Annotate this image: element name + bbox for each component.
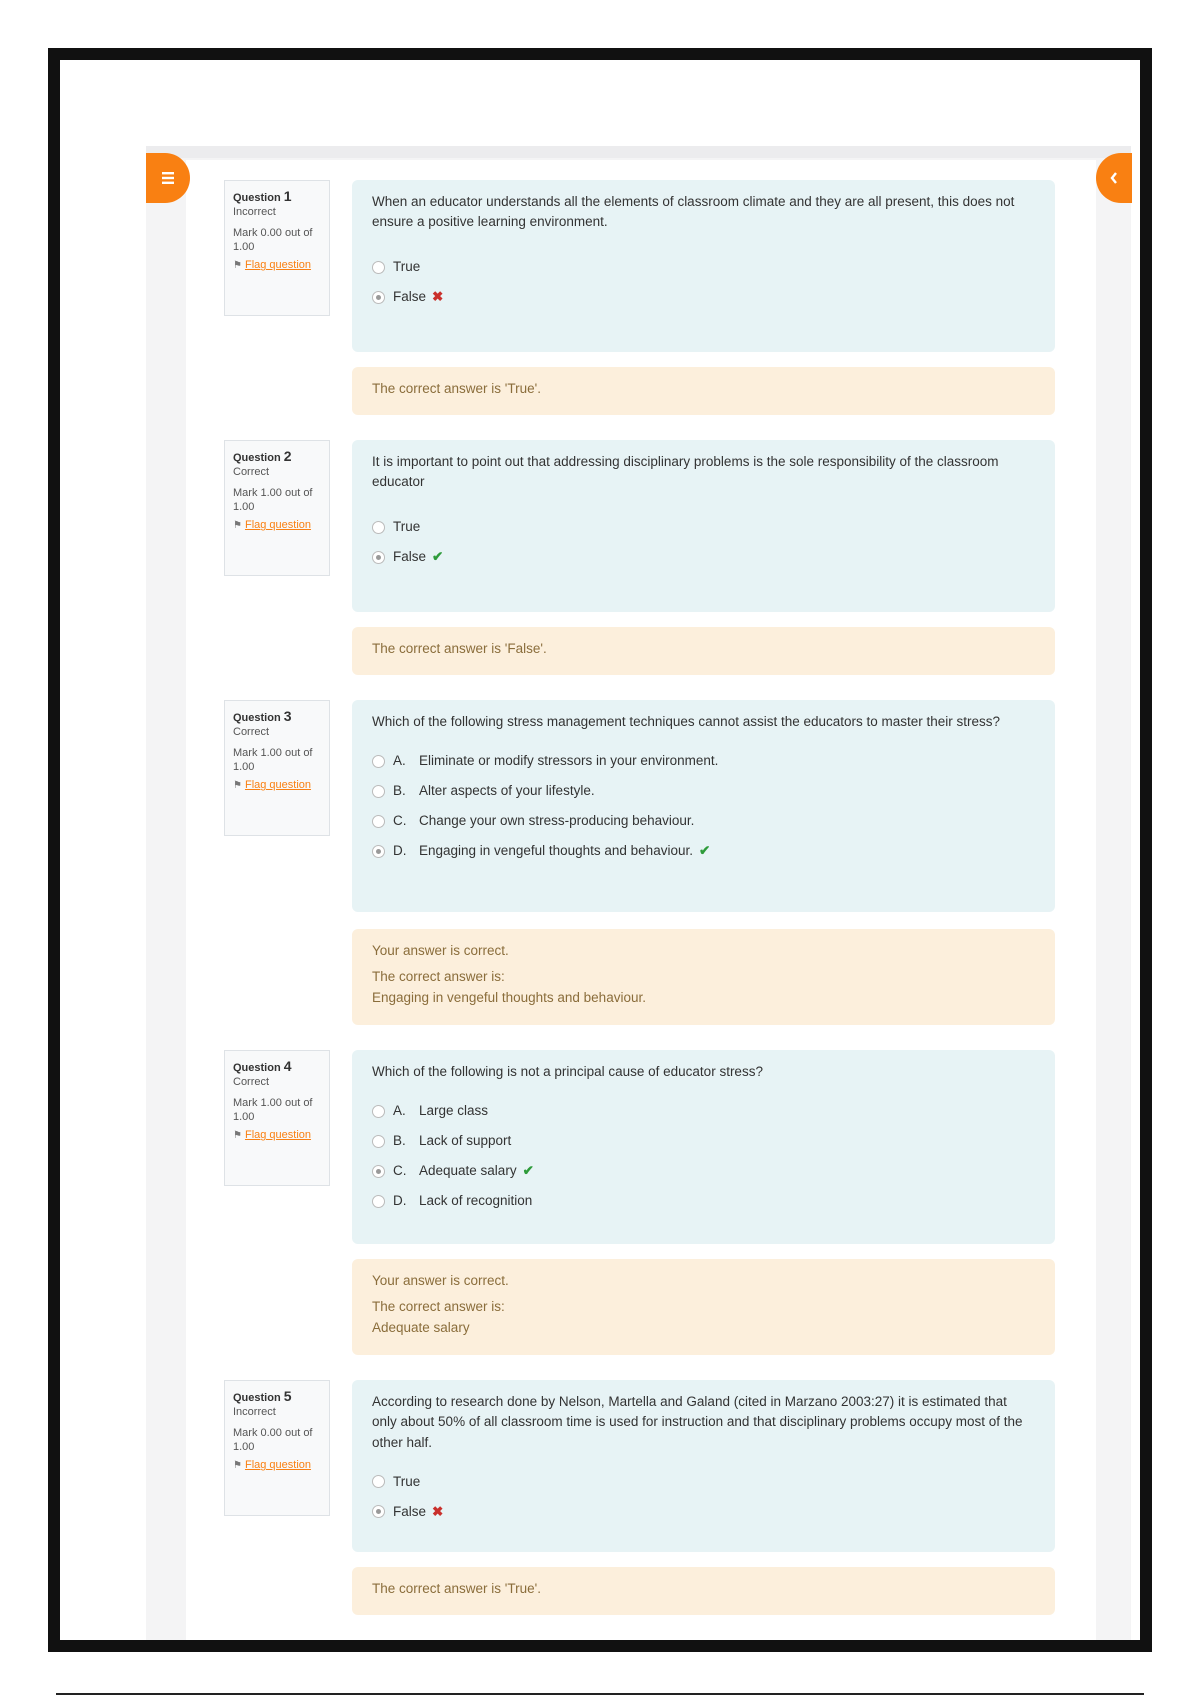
question-state: Incorrect: [233, 206, 276, 219]
question-feedback: [352, 367, 1055, 415]
correct-answer-text: The correct answer is 'True'.: [372, 1581, 541, 1596]
correct-answer-label: The correct answer is:: [372, 1299, 505, 1315]
question-formulation: [352, 700, 1055, 912]
radio-button[interactable]: [372, 1165, 385, 1178]
incorrect-icon: ✖: [432, 1503, 444, 1519]
answer-option-true[interactable]: True: [372, 1467, 1035, 1497]
question-info: [224, 1380, 330, 1516]
question-feedback: [352, 627, 1055, 675]
question-formulation: [352, 1380, 1055, 1552]
answer-option-false[interactable]: False ✖: [372, 283, 1035, 313]
list-icon: [160, 171, 176, 185]
question-mark: Mark 0.00 out of 1.00: [233, 1426, 313, 1453]
question-feedback: [352, 1259, 1055, 1355]
question-formulation: [352, 1050, 1055, 1244]
question-number: Question 3: [233, 708, 292, 724]
question-state: Incorrect: [233, 1406, 276, 1419]
radio-button[interactable]: [372, 1195, 385, 1208]
answer-option-d[interactable]: D. Engaging in vengeful thoughts and behaviour. ✔: [372, 836, 1035, 866]
answer-option-false[interactable]: False ✖: [372, 1497, 1035, 1527]
question-number: Question 5: [233, 1388, 292, 1404]
answer-options: [372, 513, 1035, 573]
question-mark: Mark 1.00 out of 1.00: [233, 746, 313, 773]
correct-answer-label: The correct answer is:: [372, 969, 505, 985]
question-text: Which of the following is not a principal cause of educator stress?: [372, 1064, 763, 1079]
answer-option-false[interactable]: False ✔: [372, 543, 1035, 573]
answer-option-d[interactable]: D. Lack of recognition: [372, 1186, 1035, 1216]
question-info: [224, 440, 330, 576]
answer-options: [372, 1467, 1035, 1527]
question-text: When an educator understands all the elements of classroom climate and they are all present, this does not ensure a positive learning environment.: [372, 194, 1015, 230]
question-feedback: [352, 929, 1055, 1025]
correct-answer-value: Adequate salary: [372, 1319, 470, 1335]
radio-button[interactable]: [372, 815, 385, 828]
radio-button[interactable]: [372, 785, 385, 798]
question-number: Question 1: [233, 188, 292, 204]
radio-button[interactable]: [372, 1505, 385, 1518]
question-formulation: [352, 180, 1055, 352]
question-state: Correct: [233, 1076, 270, 1089]
question-mark: Mark 0.00 out of 1.00: [233, 226, 313, 253]
answer-option-b[interactable]: B. Alter aspects of your lifestyle.: [372, 776, 1035, 806]
question-number: Question 2: [233, 448, 292, 464]
answer-option-c[interactable]: C. Change your own stress-producing behaviour.: [372, 806, 1035, 836]
radio-button[interactable]: [372, 845, 385, 858]
question-feedback: [352, 1567, 1055, 1615]
radio-button[interactable]: [372, 755, 385, 768]
chevron-left-icon: [1109, 171, 1119, 185]
correct-check-icon: ✔: [522, 1163, 534, 1179]
flag-icon: ⚑: [233, 520, 242, 532]
answer-option-true[interactable]: True: [372, 513, 1035, 543]
general-feedback-text: Your answer is correct.: [372, 943, 509, 958]
question-formulation: [352, 440, 1055, 612]
answer-option-true[interactable]: True: [372, 253, 1035, 283]
flag-question-link[interactable]: ⚑ Flag question: [233, 1459, 312, 1472]
answer-options: [372, 253, 1035, 313]
question-info: [224, 700, 330, 836]
question-info: [224, 180, 330, 316]
question-text: According to research done by Nelson, Martella and Galand (cited in Marzano 2003:27) it is estimated that only about 50% of all classroom time is used for instruction and that disciplinary problems occupy most of the other half.: [372, 1394, 1023, 1450]
question-text: It is important to point out that addressing disciplinary problems is the sole responsibility of the classroom educator: [372, 454, 999, 490]
radio-button[interactable]: [372, 1475, 385, 1488]
general-feedback-text: Your answer is correct.: [372, 1273, 509, 1288]
answer-options: [372, 746, 1035, 866]
flag-question-link[interactable]: ⚑ Flag question: [233, 519, 312, 532]
correct-check-icon: ✔: [698, 843, 711, 859]
correct-answer-text: The correct answer is 'False'.: [372, 641, 547, 656]
flag-question-link[interactable]: ⚑ Flag question: [233, 259, 312, 272]
question-info: [224, 1050, 330, 1186]
flag-icon: ⚑: [233, 1460, 242, 1472]
question-mark: Mark 1.00 out of 1.00: [233, 1096, 313, 1123]
correct-check-icon: ✔: [432, 549, 444, 565]
radio-button[interactable]: [372, 1105, 385, 1118]
page-divider: [56, 1693, 1144, 1695]
radio-button[interactable]: [372, 1135, 385, 1148]
radio-button[interactable]: [372, 521, 385, 534]
flag-question-link[interactable]: ⚑ Flag question: [233, 1129, 312, 1142]
correct-answer-text: The correct answer is 'True'.: [372, 381, 541, 396]
flag-icon: ⚑: [233, 1130, 242, 1142]
question-state: Correct: [233, 726, 270, 739]
correct-answer-value: Engaging in vengeful thoughts and behaviour.: [372, 989, 646, 1005]
radio-button[interactable]: [372, 291, 385, 304]
flag-icon: ⚑: [233, 780, 242, 792]
question-mark: Mark 1.00 out of 1.00: [233, 486, 313, 513]
flag-question-link[interactable]: ⚑ Flag question: [233, 779, 312, 792]
top-bar: [146, 146, 1131, 158]
question-text: Which of the following stress management techniques cannot assist the educators to master their stress?: [372, 714, 1001, 729]
question-number: Question 4: [233, 1058, 292, 1074]
answer-options: [372, 1096, 1035, 1216]
answer-option-c[interactable]: C. Adequate salary ✔: [372, 1156, 1035, 1186]
question-state: Correct: [233, 466, 270, 479]
radio-button[interactable]: [372, 551, 385, 564]
radio-button[interactable]: [372, 261, 385, 274]
answer-option-a[interactable]: A. Large class: [372, 1096, 1035, 1126]
answer-option-b[interactable]: B. Lack of support: [372, 1126, 1035, 1156]
answer-option-a[interactable]: A. Eliminate or modify stressors in your environment.: [372, 746, 1035, 776]
flag-icon: ⚑: [233, 260, 242, 272]
incorrect-icon: ✖: [432, 289, 444, 305]
